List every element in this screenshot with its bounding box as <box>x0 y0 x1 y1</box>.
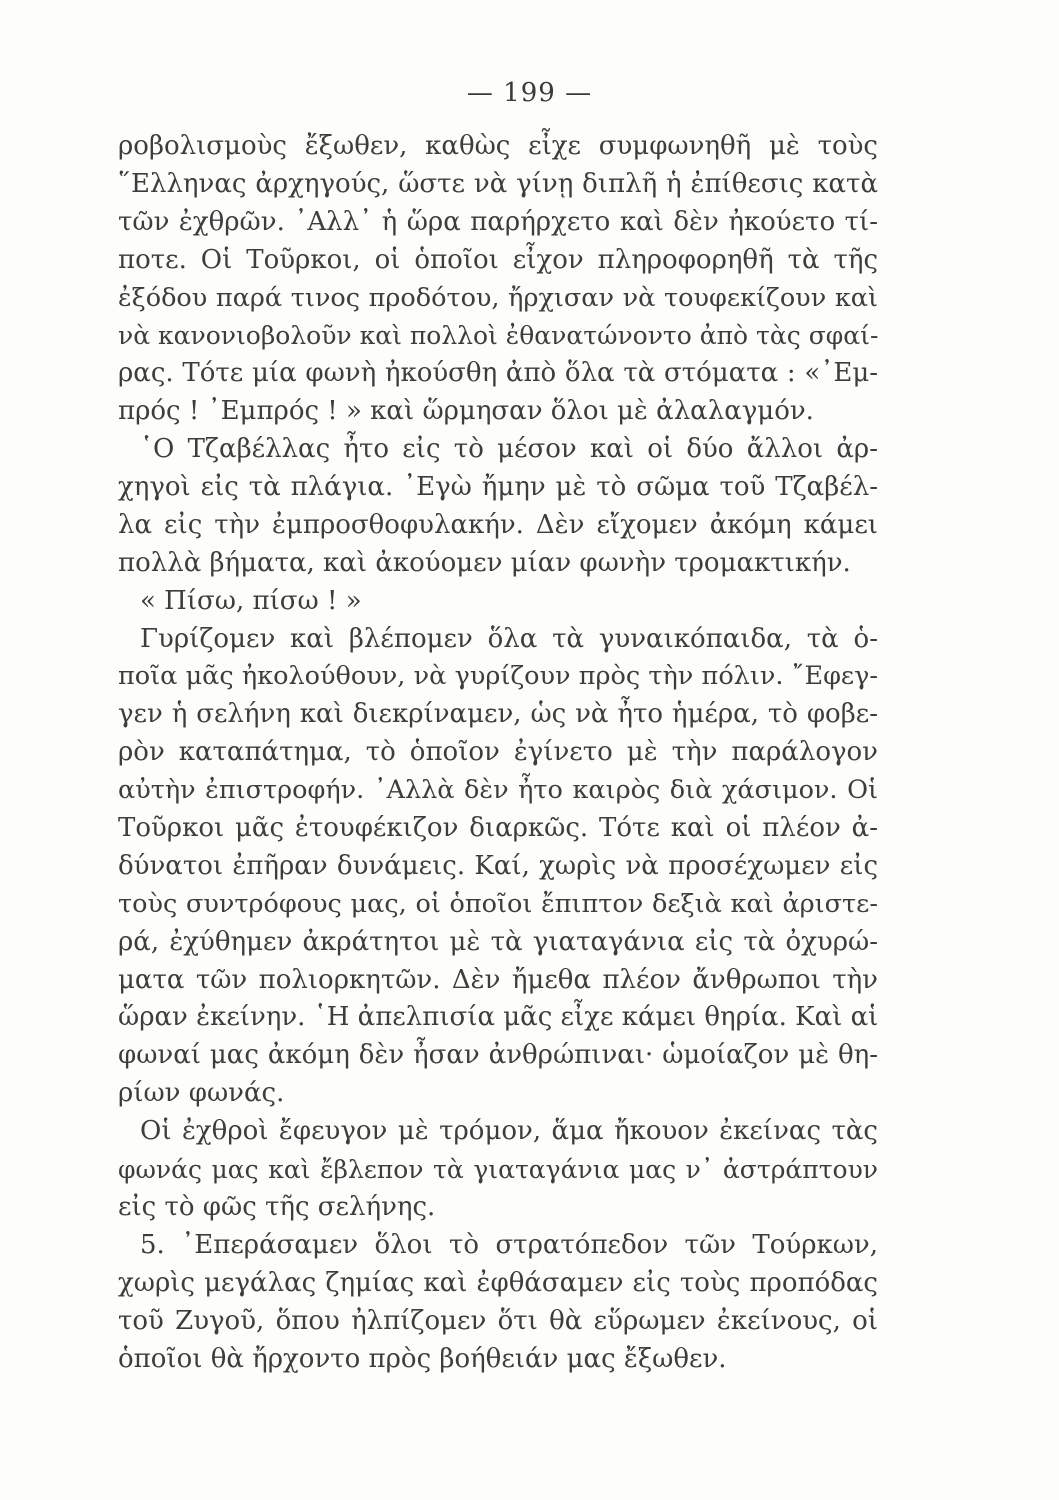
text-line: ρὸν καταπάτημα, τὸ ὁποῖον ἐγίνετο μὲ τὴν παράλογον <box>118 737 878 768</box>
text-line: λα εἰς τὴν ἐμπροσθοφυλακήν. Δὲν εἴχομεν ἀκόμη κάμει <box>118 509 878 540</box>
text-line: Τοῦρκοι μᾶς ἐτουφέκιζον διαρκῶς. Τότε καὶ οἱ πλέον ἀ- <box>118 813 878 844</box>
text-line: ρά, ἐχύθημεν ἀκράτητοι μὲ τὰ γιαταγάνια εἰς τὰ ὀχυρώ- <box>118 926 878 957</box>
text-line: 5. ᾿Επεράσαμεν ὅλοι τὸ στρατόπεδον τῶν Τούρκων, <box>140 1229 878 1260</box>
text-line: δύνατοι ἐπῆραν δυνάμεις. Καί, χωρὶς νὰ προσέχωμεν εἰς <box>118 850 878 881</box>
text-line: χηγοὶ εἰς τὰ πλάγια. ᾿Εγὼ ἤμην μὲ τὸ σῶμα τοῦ Τζαβέλ- <box>118 472 878 503</box>
text-line: Οἱ ἐχθροὶ ἔφευγον μὲ τρόμον, ἅμα ἤκουον ἐκείνας τὰς <box>140 1116 878 1147</box>
page-number: — 199 — <box>466 78 593 108</box>
text-line: φωνάς μας καὶ ἔβλεπον τὰ γιαταγάνια μας ν᾿ ἀστράπτουν <box>118 1155 878 1185</box>
text-line: τοὺς συντρόφους μας, οἱ ὁποῖοι ἔπιπτον δεξιὰ καὶ ἀριστε- <box>118 888 878 919</box>
text-line: ματα τῶν πολιορκητῶν. Δὲν ἤμεθα πλέον ἄνθρωποι τὴν <box>118 964 878 995</box>
text-line: φωναί μας ἀκόμη δὲν ἦσαν ἀνθρώπιναι· ὡμοίαζον μὲ θη- <box>118 1040 878 1071</box>
text-line: ὥραν ἐκείνην. ῾Η ἀπελπισία μᾶς εἶχε κάμει θηρία. Καὶ αἱ <box>118 1002 878 1033</box>
body-text <box>118 128 878 1378</box>
text-line: ἐξόδου παρά τινος προδότου, ἤρχισαν νὰ τουφεκίζουν καὶ <box>118 282 878 313</box>
text-line: νὰ κανονιοβολοῦν καὶ πολλοὶ ἐθανατώνοντο ἀπὸ τὰς σφαί- <box>118 321 878 351</box>
text-line: ποτε. Οἱ Τοῦρκοι, οἱ ὁποῖοι εἶχον πληροφορηθῆ τὰ τῆς <box>118 244 878 275</box>
text-line: ῞Ελληνας ἀρχηγούς, ὥστε νὰ γίνῃ διπλῆ ἡ ἐπίθεσις κατὰ <box>118 168 878 199</box>
text-line: αὐτὴν ἐπιστροφήν. ᾿Αλλὰ δὲν ἦτο καιρὸς διὰ χάσιμον. Οἱ <box>118 775 878 806</box>
text-line: ρας. Τότε μία φωνὴ ἠκούσθη ἀπὸ ὅλα τὰ στόματα : «᾿Εμ- <box>118 358 878 389</box>
text-line: « Πίσω, πίσω ! » <box>140 585 362 616</box>
text-line: ὁποῖοι θὰ ἤρχοντο πρὸς βοήθειάν μας ἔξωθεν. <box>118 1343 727 1374</box>
text-line: τῶν ἐχθρῶν. ᾿Αλλ᾿ ἡ ὥρα παρήρχετο καὶ δὲν ἠκούετο τί- <box>118 206 878 237</box>
text-line: χωρὶς μεγάλας ζημίας καὶ ἐφθάσαμεν εἰς τοὺς προπόδας <box>118 1267 878 1298</box>
text-line: Γυρίζομεν καὶ βλέπομεν ὅλα τὰ γυναικόπαιδα, τὰ ὁ- <box>140 623 878 654</box>
text-line: ροβολισμοὺς ἔξωθεν, καθὼς εἶχε συμφωνηθῆ μὲ τοὺς <box>118 131 878 161</box>
text-line: εἰς τὸ φῶς τῆς σελήνης. <box>118 1191 436 1222</box>
text-line: πρός ! ᾿Εμπρός ! » καὶ ὥρμησαν ὅλοι μὲ ἀλαλαγμόν. <box>118 396 814 427</box>
text-line: ποῖα μᾶς ἠκολούθουν, νὰ γυρίζουν πρὸς τὴν πόλιν. ῎Εφεγ- <box>118 661 878 692</box>
text-line: ρίων φωνάς. <box>118 1078 285 1109</box>
text-line: γεν ἡ σελήνη καὶ διεκρίναμεν, ὡς νὰ ἦτο ἡμέρα, τὸ φοβε- <box>118 699 878 730</box>
text-line: τοῦ Ζυγοῦ, ὅπου ἠλπίζομεν ὅτι θὰ εὕρωμεν ἐκείνους, οἱ <box>118 1305 878 1336</box>
text-line: πολλὰ βήματα, καὶ ἀκούομεν μίαν φωνὴν τρομακτικήν. <box>118 547 851 578</box>
text-line: ῾Ο Τζαβέλλας ἦτο εἰς τὸ μέσον καὶ οἱ δύο ἄλλοι ἀρ- <box>140 434 878 465</box>
